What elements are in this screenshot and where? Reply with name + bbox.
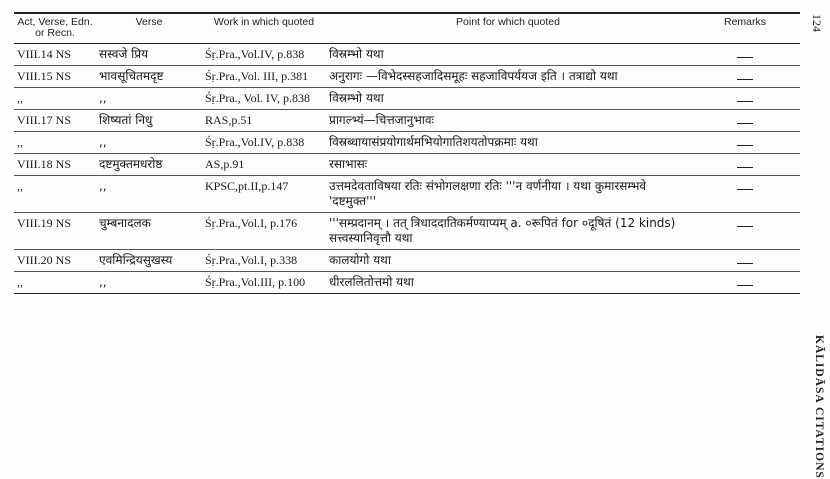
point-cell: अनुरागः —विभेदस्सहजादिसमूहः सहजाविपर्ययज इति । तत्राद्यो यथा [329,69,618,83]
verse-cell: एवमिन्द्रियसुखस्य [99,253,173,267]
work-cell: Śṛ.Pra.,Vol.I, p.338 [205,253,298,267]
verse-cell: भावसूचितमदृष्ट [99,69,164,83]
act-cell: VIII.19 NS [17,216,71,230]
verse-cell: ,, [99,179,107,193]
table-row [14,272,800,294]
verse-cell: सस्वजे प्रिय [99,47,149,61]
work-cell: AS,p.91 [205,157,245,171]
remarks-cell [690,88,800,110]
header-verse: Verse [135,16,163,28]
table-header-row [14,13,800,44]
remarks-cell [690,213,800,250]
remark-dash [737,57,753,58]
work-cell: KPSC,pt.II,p.147 [205,179,289,193]
table-row [14,110,800,132]
point-cell: प्रागल्भ्यं—चित्तजानुभावः [329,113,434,127]
point-cell: उत्तमदेवताविषया रतिः संभोगलक्षणा रतिः '''न वर्णनीया । यथा कुमारसम्भवे 'दष्टमुक्त''' [329,179,647,208]
remarks-cell [690,154,800,176]
work-cell: Śṛ.Pra.,Vol.I, p.176 [205,216,298,230]
work-cell: Śṛ.Pra.,Vol.III, p.100 [205,275,306,289]
table-row [14,154,800,176]
remark-dash [737,189,753,190]
act-cell: VIII.15 NS [17,69,71,83]
remarks-cell [690,250,800,272]
verse-cell: चुम्बनादलक [99,216,151,230]
remark-dash [737,101,753,102]
table-row [14,250,800,272]
point-cell: विस्रम्भो यथा [329,91,384,105]
point-cell: धीरललितोत्तमो यथा [329,275,414,289]
page-number: 124 [810,14,824,32]
act-cell: VIII.20 NS [17,253,71,267]
verse-cell: ,, [99,135,107,149]
work-cell: Śṛ.Pra.,Vol. III, p.381 [205,69,309,83]
verse-cell: शिष्यतां निधु [99,113,153,127]
verse-cell: दष्टमुक्तमधरोष्ठ [99,157,163,171]
remark-dash [737,263,753,264]
point-cell: रसाभासः [329,157,368,171]
point-cell: कालयोगो यथा [329,253,391,267]
remarks-cell [690,176,800,213]
table-row [14,66,800,88]
table-row [14,132,800,154]
point-cell: '''सम्प्रदानम् । तत् त्रिधाददातिकर्मण्याप्यम् a. ०रूपितं for ०दूषितं (12 kinds) सत्त्वस्यानिवृत्तौ यथा [329,216,676,245]
work-cell: Śṛ.Pra., Vol. IV, p.838 [205,91,311,105]
citations-table [14,12,800,294]
table-body [14,44,800,294]
act-cell: ,, [17,275,23,289]
remarks-cell [690,132,800,154]
verse-cell: ,, [99,275,107,289]
remarks-cell [690,110,800,132]
work-cell: Śṛ.Pra.,Vol.IV, p.838 [205,47,305,61]
remark-dash [737,285,753,286]
remark-dash [737,145,753,146]
act-cell: ,, [17,135,23,149]
act-cell: VIII.14 NS [17,47,71,61]
work-cell: Śṛ.Pra.,Vol.IV, p.838 [205,135,305,149]
table-row [14,213,800,250]
table-row [14,44,800,66]
header-work: Work in which quoted [213,16,315,28]
header-act: Act, Verse, Edn. or Recn. [17,16,93,39]
remark-dash [737,79,753,80]
header-point: Point for which quoted [456,16,560,28]
act-cell: ,, [17,91,23,105]
act-cell: ,, [17,179,23,193]
act-cell: VIII.17 NS [17,113,71,127]
remarks-cell [690,44,800,66]
point-cell: विस्रम्भो यथा [329,47,384,61]
running-title: KĀLIDĀSA CITATIONS [813,335,825,479]
table-row [14,176,800,213]
remark-dash [737,167,753,168]
remark-dash [737,226,753,227]
remarks-cell [690,272,800,294]
remark-dash [737,123,753,124]
act-cell: VIII.18 NS [17,157,71,171]
point-cell: विस्रब्धायासंप्रयोगार्थमभियोगातिशयतोपक्रमाः यथा [329,135,538,149]
work-cell: RAS,p.51 [205,113,253,127]
table-row [14,88,800,110]
remarks-cell [690,66,800,88]
header-remarks: Remarks [723,16,766,28]
verse-cell: ,, [99,91,107,105]
